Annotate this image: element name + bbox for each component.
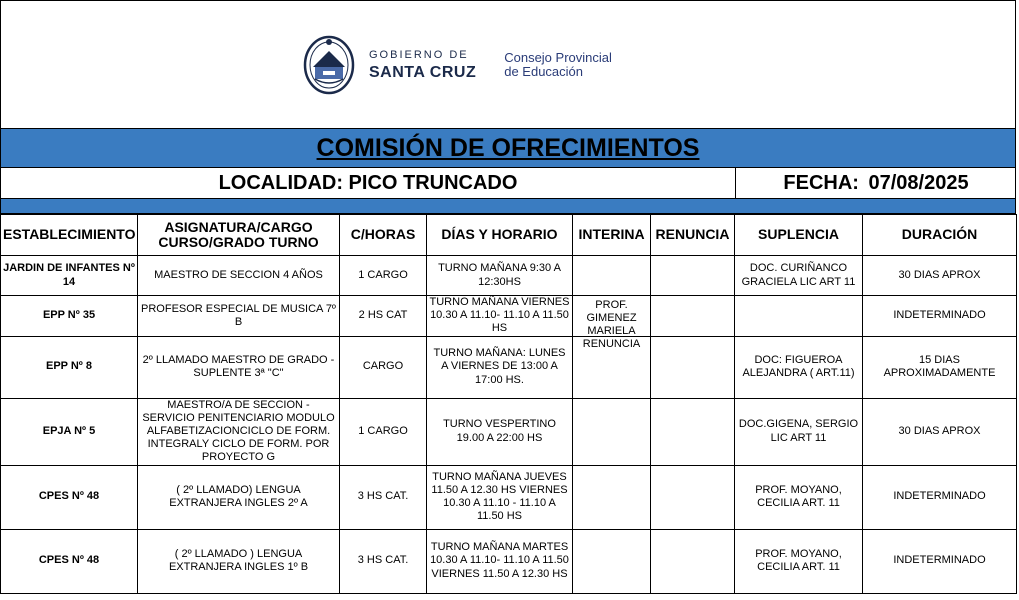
cell-dias: TURNO MAÑANA VIERNES 10.30 A 11.10- 11.10 A 11.50 HS [427,296,573,337]
cell-horas: 3 HS CAT. [340,465,427,529]
cell-asignatura: MAESTRO/A DE SECCION - SERVICIO PENITENCIARIO MODULO ALFABETIZACIONCICLO DE FORM. INTEGRALY CICLO DE FORM. POR PROYECTO G [138,398,340,465]
cell-suplencia: DOC.GIGENA, SERGIO LIC ART 11 [735,398,863,465]
cell-renuncia [651,398,735,465]
cell-duracion: INDETERMINADO [863,296,1017,337]
council-name-line1: Consejo Provincial [504,49,612,65]
table-row [1,256,1017,296]
cell-duracion: INDETERMINADO [863,465,1017,529]
council-name [504,51,612,80]
table-header-row [1,215,1017,256]
cell-dias: TURNO VESPERTINO 19.00 A 22:00 HS [427,398,573,465]
government-logo [303,33,612,97]
offers-table [0,214,1017,594]
col-suplencia: SUPLENCIA [735,215,863,256]
cell-horas: 1 CARGO [340,398,427,465]
council-name-line2: de Educación [504,64,583,79]
cell-suplencia: DOC. CURIÑANCO GRACIELA LIC ART 11 [735,256,863,296]
cell-dias: TURNO MAÑANA 9:30 A 12:30HS [427,256,573,296]
cell-horas: 2 HS CAT [340,296,427,337]
title-band [0,128,1016,168]
date-label: FECHA: 07/08/2025 [735,168,1016,198]
cell-asignatura: PROFESOR ESPECIAL DE MUSICA 7º B [138,296,340,337]
cell-dias: TURNO MAÑANA JUEVES 11.50 A 12.30 HS VIERNES 10.30 A 11.10 - 11.10 A 11.50 HS [427,465,573,529]
letterhead [0,0,1016,129]
locality-label: LOCALIDAD: PICO TRUNCADO [218,171,518,194]
cell-suplencia: PROF. MOYANO, CECILIA ART. 11 [735,529,863,593]
col-interina: INTERINA [573,215,651,256]
table-row [1,296,1017,337]
cell-dias: TURNO MAÑANA: LUNES A VIERNES DE 13:00 A 17:00 HS. [427,336,573,398]
cell-renuncia [651,336,735,398]
cell-renuncia [651,465,735,529]
cell-establecimiento: EPP Nº 8 [1,336,138,398]
cell-duracion: 30 DIAS APROX [863,256,1017,296]
cell-duracion: 30 DIAS APROX [863,398,1017,465]
cell-interina [573,529,651,593]
table-row [1,529,1017,593]
cell-horas: CARGO [340,336,427,398]
page-title: COMISIÓN DE OFRECIMIENTOS [316,133,700,162]
cell-renuncia [651,296,735,337]
cell-horas: 3 HS CAT. [340,529,427,593]
cell-dias: TURNO MAÑANA MARTES 10.30 A 11.10- 11.10 A 11.50 VIERNES 11.50 A 12.30 HS [427,529,573,593]
cell-interina [573,256,651,296]
col-renuncia: RENUNCIA [651,215,735,256]
cell-duracion: INDETERMINADO [863,529,1017,593]
interina-text: PROF. GIMENEZ MARIELA RENUNCIA [582,298,641,351]
cell-duracion: 15 DIAS APROXIMADAMENTE [863,336,1017,398]
government-name-line2: SANTA CRUZ [369,63,477,81]
cell-establecimiento: JARDIN DE INFANTES Nº 14 [1,256,138,296]
cell-asignatura: ( 2º LLAMADO ) LENGUA EXTRANJERA INGLES 1º B [138,529,340,593]
table-row [1,398,1017,465]
col-asignatura: ASIGNATURA/CARGO CURSO/GRADO TURNO [138,215,340,256]
cell-asignatura: MAESTRO DE SECCION 4 AÑOS [138,256,340,296]
col-establecimiento: ESTABLECIMIENTO [1,215,138,256]
cell-suplencia: PROF. MOYANO, CECILIA ART. 11 [735,465,863,529]
cell-suplencia: DOC: FIGUEROA ALEJANDRA ( ART.11) [735,336,863,398]
government-name-line1: GOBIERNO DE [369,48,469,61]
cell-interina [573,296,651,351]
col-duracion: DURACIÓN [863,215,1017,256]
cell-establecimiento: EPP Nº 35 [1,296,138,337]
cell-establecimiento: EPJA Nº 5 [1,398,138,465]
santa-cruz-seal-icon [303,35,355,95]
government-name [369,50,476,81]
cell-interina [573,398,651,465]
cell-asignatura: ( 2º LLAMADO) LENGUA EXTRANJERA INGLES 2º A [138,465,340,529]
locality-row [0,168,1016,199]
separator-band [0,199,1016,214]
cell-horas: 1 CARGO [340,256,427,296]
table-row [1,465,1017,529]
cell-interina [573,465,651,529]
col-horas: C/HORAS [340,215,427,256]
cell-asignatura: 2º LLAMADO MAESTRO DE GRADO - SUPLENTE 3ª "C" [138,336,340,398]
cell-establecimiento: CPES Nº 48 [1,529,138,593]
cell-renuncia [651,256,735,296]
cell-establecimiento: CPES Nº 48 [1,465,138,529]
cell-renuncia [651,529,735,593]
cell-suplencia [735,296,863,337]
table-row [1,336,1017,398]
col-dias: DÍAS Y HORARIO [427,215,573,256]
